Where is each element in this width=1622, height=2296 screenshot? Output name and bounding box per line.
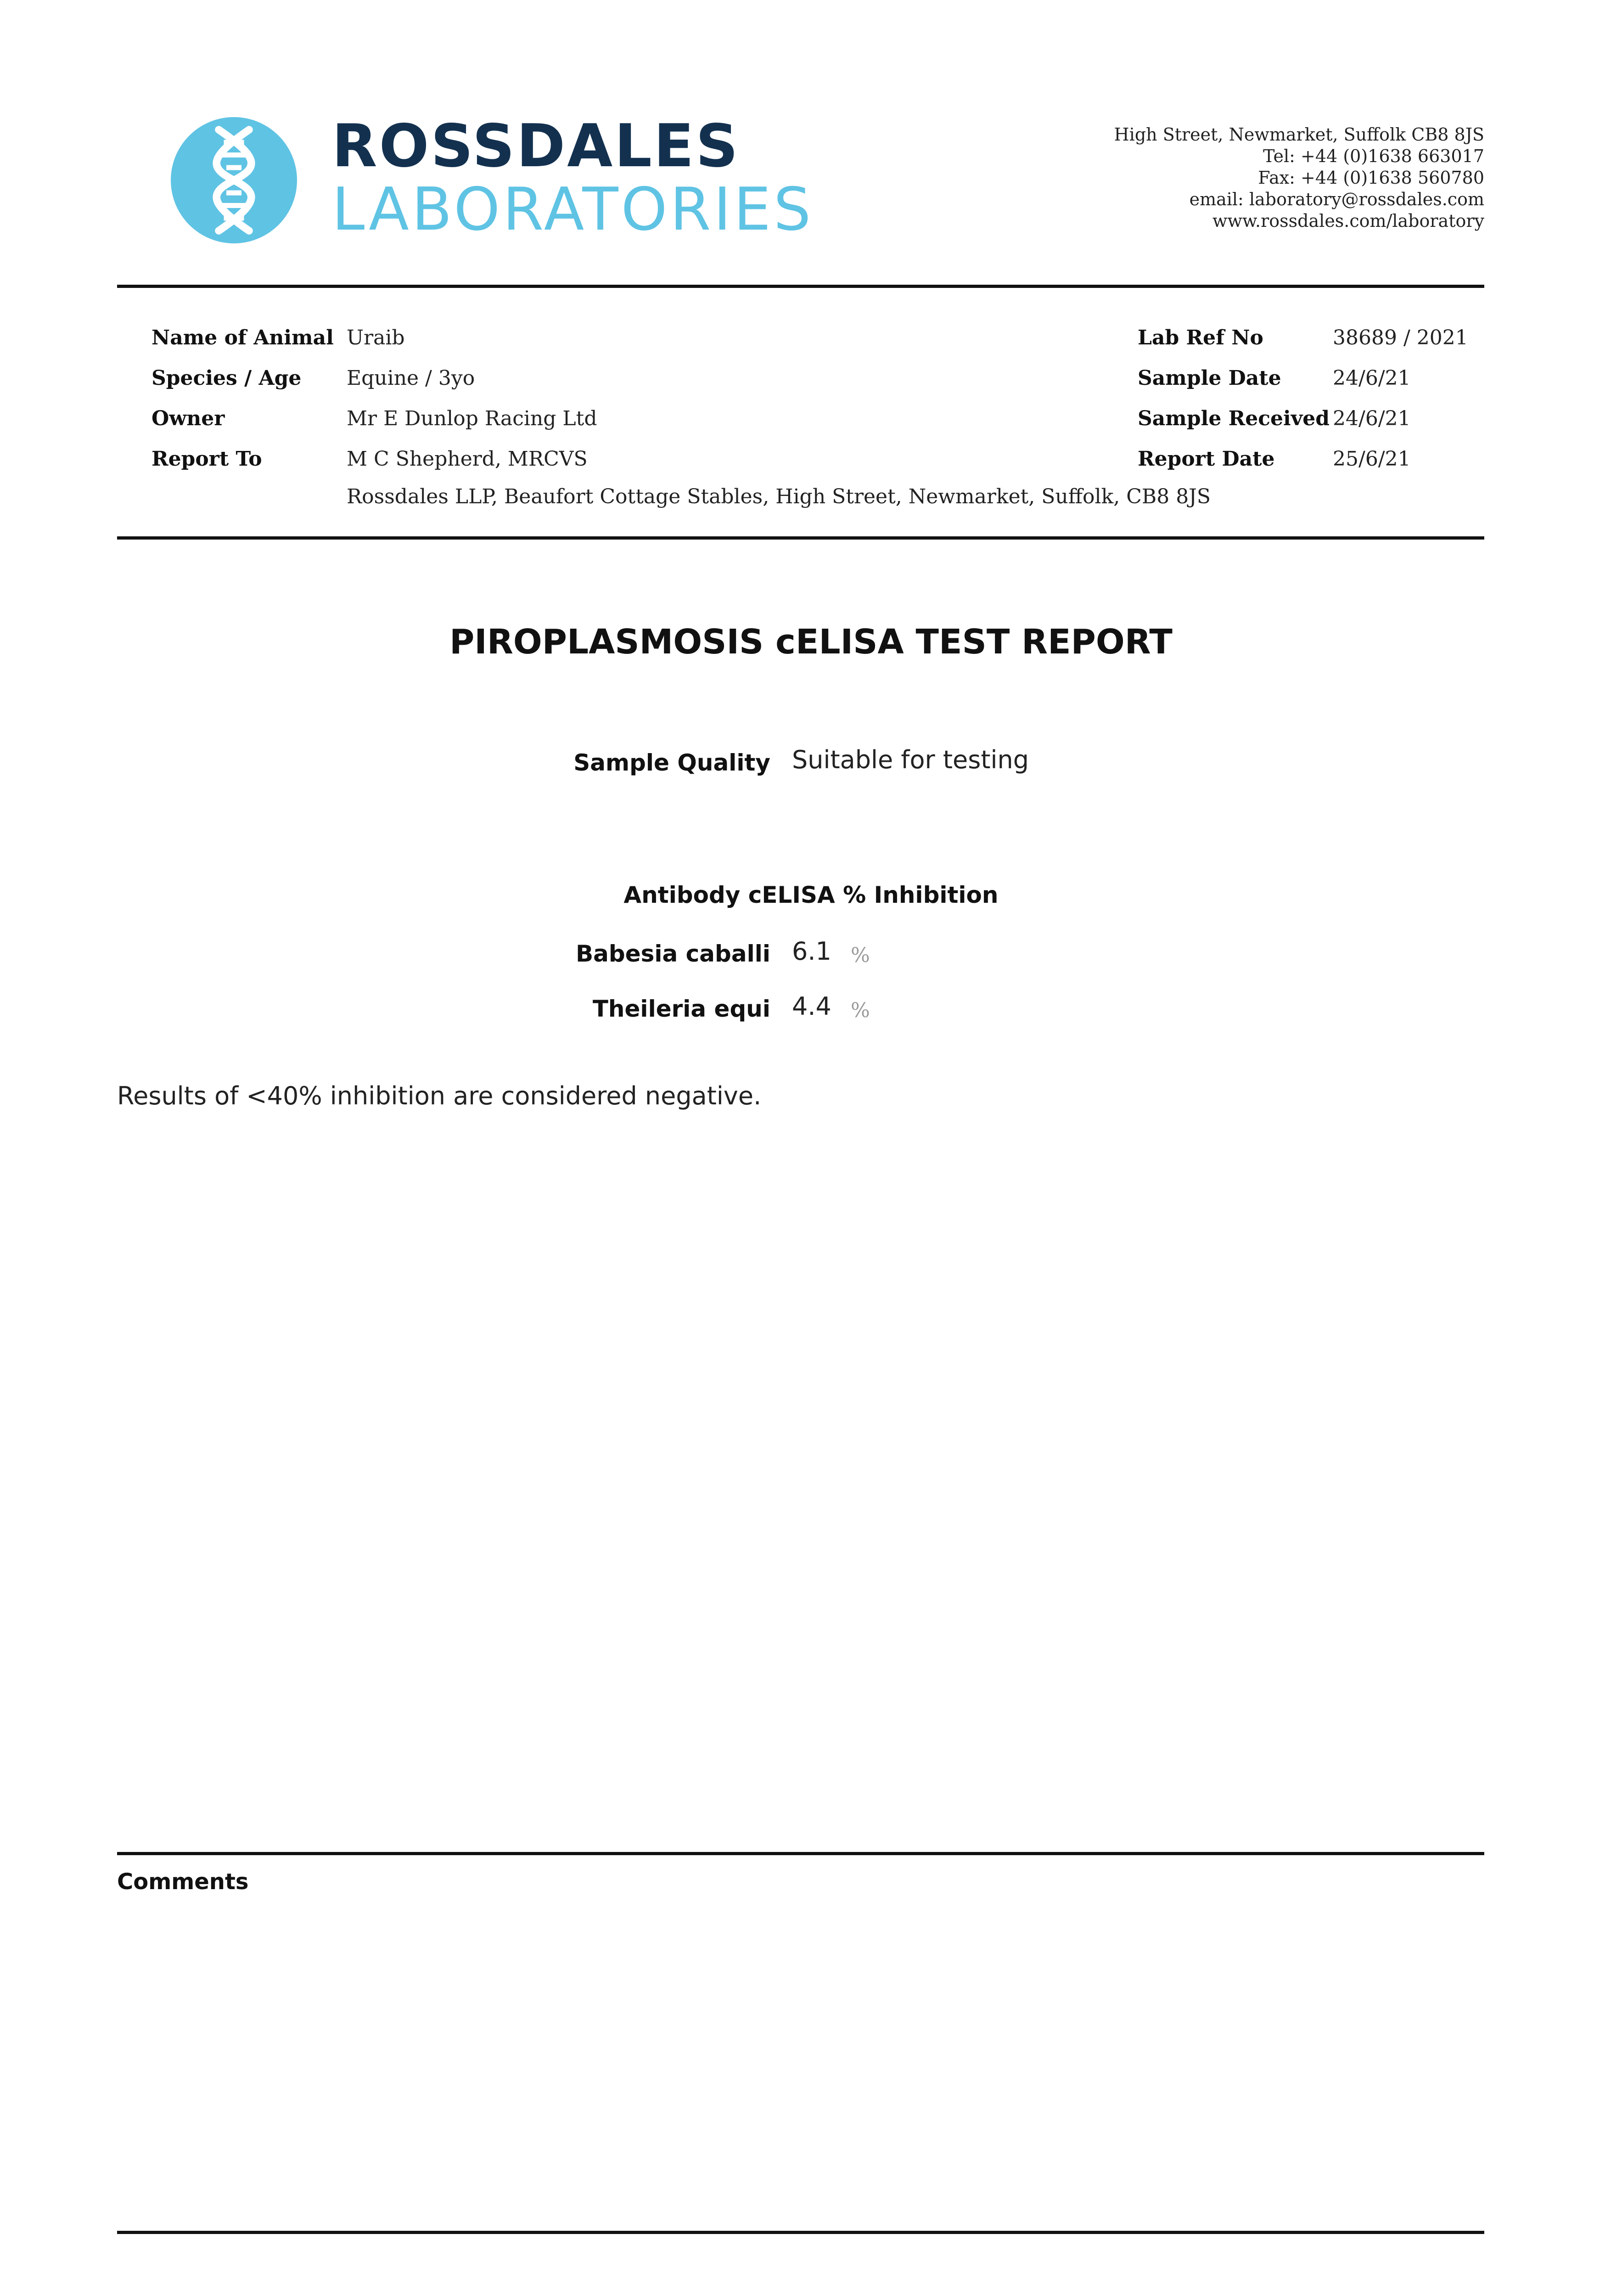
lab-ref-value: 38689 / 2021 xyxy=(1333,326,1468,349)
address-tel: Tel: +44 (0)1638 663017 xyxy=(1263,146,1484,166)
result-unit-theileria: % xyxy=(851,999,870,1022)
report-title: PIROPLASMOSIS cELISA TEST REPORT xyxy=(449,622,1173,662)
sample-received-label: Sample Received xyxy=(1138,407,1330,430)
footer-divider xyxy=(117,2231,1484,2234)
report-date-label: Report Date xyxy=(1138,447,1275,471)
species-age-value: Equine / 3yo xyxy=(347,366,475,390)
brand-name-line1: ROSSDALES xyxy=(332,112,740,180)
sample-quality-value: Suitable for testing xyxy=(792,745,1029,774)
name-of-animal-label: Name of Animal xyxy=(152,326,334,349)
address-email: email: laboratory@rossdales.com xyxy=(1189,189,1484,209)
report-date-value: 25/6/21 xyxy=(1333,447,1411,471)
result-value-babesia: 6.1 xyxy=(792,937,831,966)
address-fax: Fax: +44 (0)1638 560780 xyxy=(1258,168,1484,188)
result-value-theileria: 4.4 xyxy=(792,992,831,1021)
result-unit-babesia: % xyxy=(851,944,870,967)
name-of-animal-value: Uraib xyxy=(347,326,405,349)
address-street: High Street, Newmarket, Suffolk CB8 8JS xyxy=(1114,124,1484,145)
species-age-label: Species / Age xyxy=(152,366,302,390)
lab-address xyxy=(1114,124,1484,232)
result-label-babesia: Babesia caballi xyxy=(576,940,770,967)
brand-name-line2: LABORATORIES xyxy=(332,175,814,244)
report-to-address: Rossdales LLP, Beaufort Cottage Stables, High Street, Newmarket, Suffolk, CB8 8JS xyxy=(347,485,1211,508)
info-divider xyxy=(117,536,1484,540)
sample-quality-label: Sample Quality xyxy=(573,749,770,776)
dna-helix-icon xyxy=(171,117,297,243)
antibody-heading: Antibody cELISA % Inhibition xyxy=(623,882,999,908)
sample-date-label: Sample Date xyxy=(1138,366,1281,390)
interpretation-note: Results of <40% inhibition are considered negative. xyxy=(117,1081,762,1110)
lab-ref-label: Lab Ref No xyxy=(1138,326,1263,349)
sample-received-value: 24/6/21 xyxy=(1333,407,1411,430)
result-label-theileria: Theileria equi xyxy=(592,996,770,1022)
sample-date-value: 24/6/21 xyxy=(1333,366,1411,390)
report-to-label: Report To xyxy=(152,447,262,471)
header-divider xyxy=(117,285,1484,288)
comments-label: Comments xyxy=(117,1869,249,1895)
report-to-value: M C Shepherd, MRCVS xyxy=(347,447,588,471)
owner-value: Mr E Dunlop Racing Ltd xyxy=(347,407,597,430)
owner-label: Owner xyxy=(152,407,225,430)
address-website: www.rossdales.com/laboratory xyxy=(1212,211,1484,231)
comments-divider xyxy=(117,1852,1484,1855)
